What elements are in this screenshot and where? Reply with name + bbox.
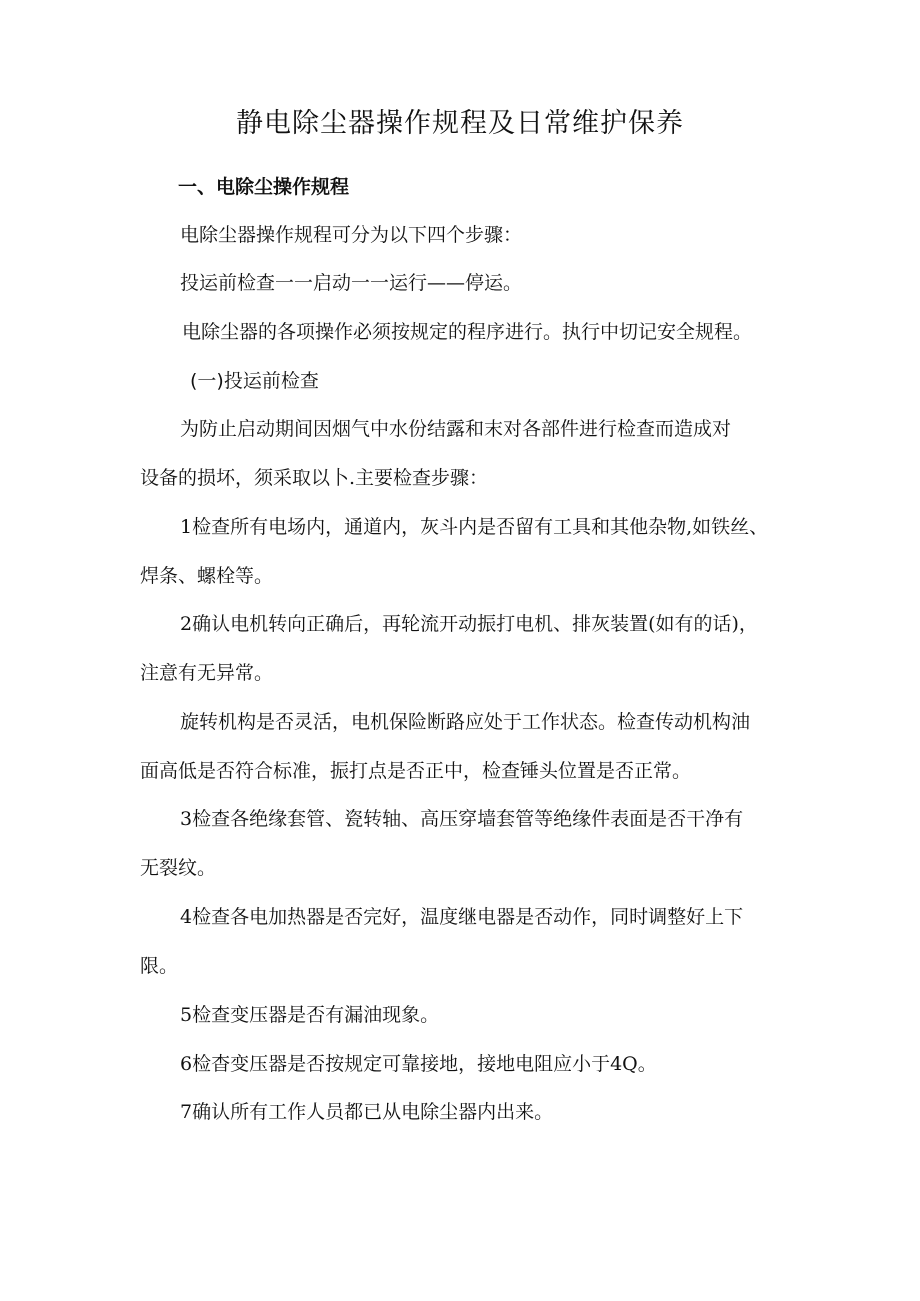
- check-item-7: 7确认所有工作人员都已从电除尘器内出来。: [180, 1101, 554, 1123]
- purpose-paragraph-line2: 设备的损坏，须采取以卜.主要检查步骤：: [140, 467, 489, 489]
- check-item-2-extra-line1: 旋转机构是否灵活，电机保险断路应处于工作状态。检查传动机构油: [180, 711, 751, 733]
- sub-heading: (一)投运前检查: [190, 370, 319, 392]
- check-item-2-line1: 2确认电机转向正确后，再轮流开动振打电机、排灰装置(如有的话)，: [180, 613, 758, 635]
- check-item-2-line2: 注意有无异常。: [140, 662, 274, 684]
- check-item-2-extra-line2: 面高低是否符合标准，振打点是否正中，检查锤头位置是否正常。: [140, 760, 692, 782]
- check-item-6: 6检杳变压器是否按规定可靠接地，接地电阻应小于4Q。: [180, 1053, 657, 1075]
- check-item-4-line1: 4检查各电加热器是否完好，温度继电器是否动作，同时调整好上下: [180, 906, 744, 928]
- purpose-paragraph-line1: 为防止启动期间因烟气中水份结露和末对各部件进行检查而造成对: [180, 418, 732, 440]
- document-title: 静电除尘器操作规程及日常维护保养: [236, 108, 684, 139]
- steps-flow-paragraph: 投运前检查一一启动一一运行——停运。: [180, 272, 523, 294]
- safety-note-paragraph: 电除尘器的各项操作必须按规定的程序进行。执行中切记安全规程。: [182, 321, 753, 343]
- check-item-3-line2: 无裂纹。: [140, 857, 217, 879]
- intro-paragraph: 电除尘器操作规程可分为以下四个步骤：: [180, 224, 523, 246]
- check-item-1-line2: 焊条、螺栓等。: [140, 565, 274, 587]
- check-item-5: 5检查变压器是否有漏油现象。: [180, 1004, 440, 1026]
- check-item-3-line1: 3检查各绝缘套管、瓷转轴、高压穿墙套管等绝缘件表面是否干净有: [180, 808, 744, 830]
- section-heading: 一、电除尘操作规程: [178, 176, 350, 198]
- check-item-4-line2: 限。: [140, 955, 179, 977]
- check-item-1-line1: 1检查所有电场内，通道内，灰斗内是否留有工具和其他杂物,如铁丝、: [180, 516, 769, 538]
